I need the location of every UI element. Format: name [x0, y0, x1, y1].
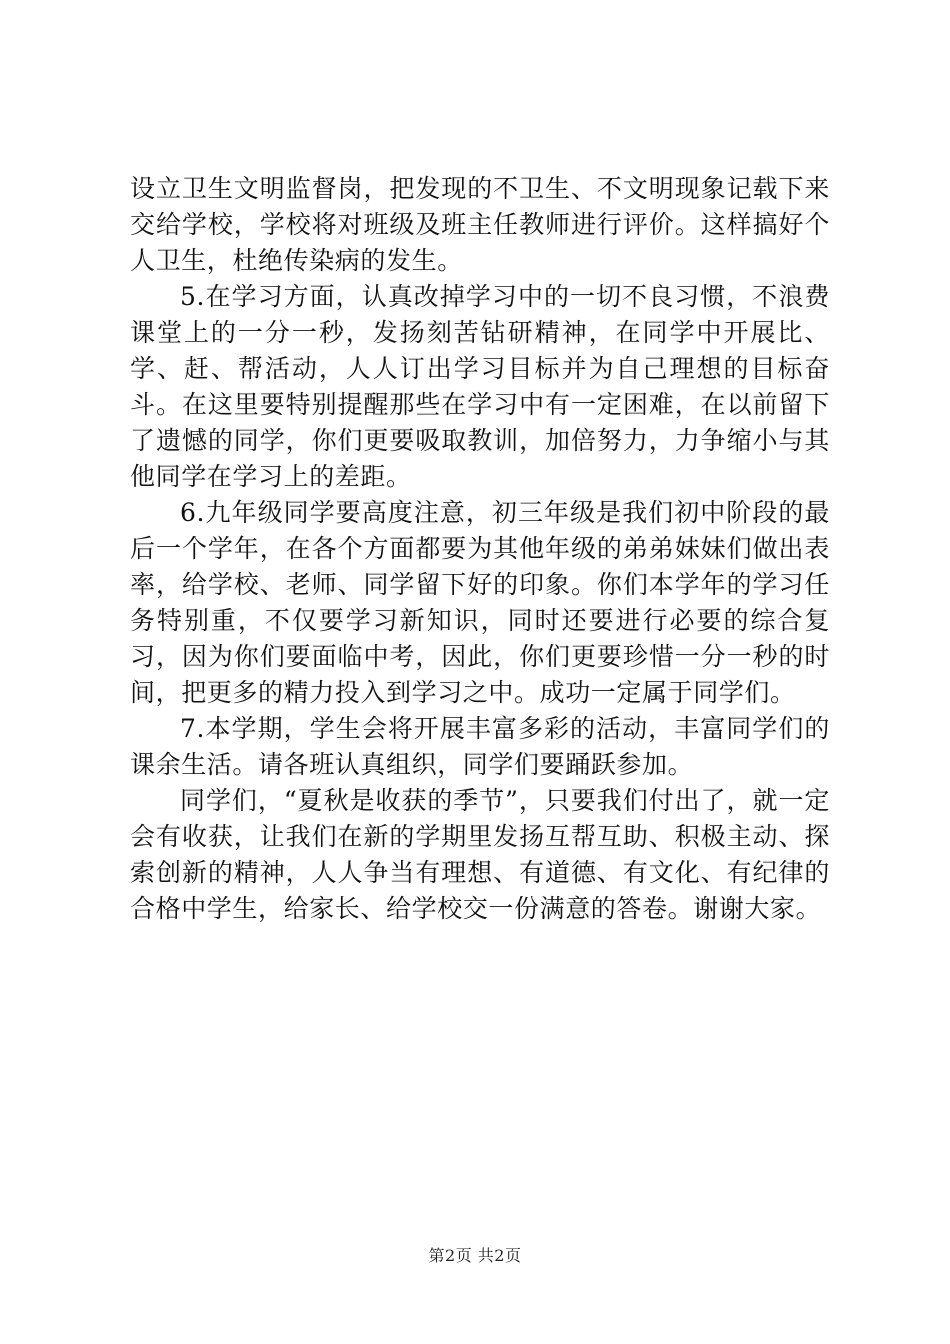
paragraph-item-5: 5.在学习方面，认真改掉学习中的一切不良习惯，不浪费课堂上的一分一秒，发扬刻苦钻研精神，在同学中开展比、学、赶、帮活动，人人订出学习目标并为自己理想的目标奋斗。在这里要特别提醒那些在学习中有一定困难，在以前留下了遗憾的同学，你们更要吸取教训，加倍努力，力争缩小与其他同学在学习上的差距。: [130, 282, 830, 491]
paragraph-continuation: 设立卫生文明监督岗，把发现的不卫生、不文明现象记载下来交给学校，学校将对班级及班主任教师进行评价。这样搞好个人卫生，杜绝传染病的发生。: [130, 174, 830, 275]
page-footer: 第2页 共2页: [428, 1246, 522, 1265]
paragraph-item-6: 6.九年级同学要高度注意，初三年级是我们初中阶段的最后一个学年，在各个方面都要为其他年级的弟弟妹妹们做出表率，给学校、老师、同学留下好的印象。你们本学年的学习任务特别重，不仅要学习新知识，同时还要进行必要的综合复习，因为你们要面临中考，因此，你们更要珍惜一分一秒的时间，把更多的精力投入到学习之中。成功一定属于同学们。: [130, 498, 830, 707]
paragraph-closing: 同学们，“夏秋是收获的季节”，只要我们付出了，就一定会有收获，让我们在新的学期里发扬互帮互助、积极主动、探索创新的精神，人人争当有理想、有道德、有文化、有纪律的合格中学生，给家长、给学校交一份满意的答卷。谢谢大家。: [130, 786, 830, 923]
paragraph-item-7: 7.本学期，学生会将开展丰富多彩的活动，丰富同学们的课余生活。请各班认真组织，同学们要踊跃参加。: [130, 714, 830, 779]
document-body: [130, 171, 830, 927]
